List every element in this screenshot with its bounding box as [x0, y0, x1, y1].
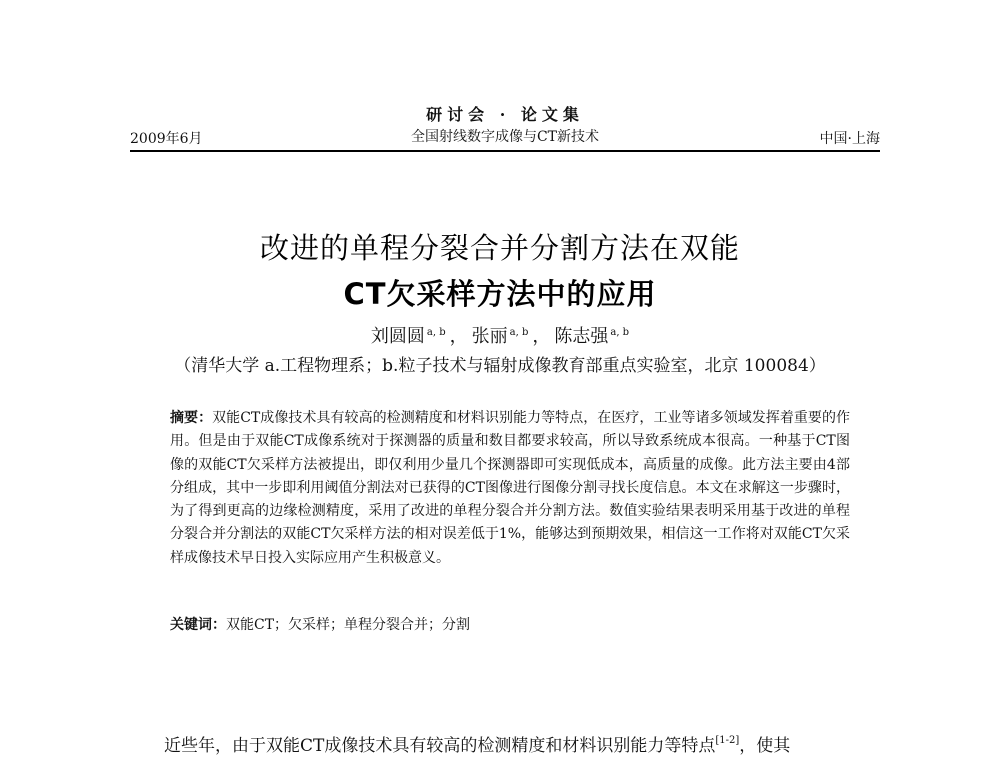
author: [371, 326, 446, 347]
body-paragraph: [130, 728, 880, 759]
abstract-label: 摘要：: [170, 410, 213, 426]
author-name: 刘圆圆: [370, 326, 425, 347]
author: [554, 326, 629, 347]
author-name: 陈志强: [554, 326, 609, 347]
abstract-text: 双能CT成像技术具有较高的检测精度和材料识别能力等特点，在医疗，工业等诸多领域发挥着重要的作用。但是由于双能CT成像系统对于探测器的质量和数目都要求较高，所以导致系统成本很高。一种基于CT图像的双能CT欠采样方法被提出，即仅利用少量几个探测器即可实现低成本，高质量的成像。此方法主要由4部分组成，其中一步即利用阈值分割法对已获得的CT图像进行图像分割寻找长度信息。本文在求解这一步骤时，为了得到更高的边缘检测精度，采用了改进的单程分裂合并分割方法。数值实验结果表明采用基于改进的单程分裂合并分割法的双能CT欠采样方法的相对误差低于1%，能够达到预期效果，相信这一工作将对双能CT欠采样成像技术早日投入实际应用产生积极意义。: [170, 410, 850, 566]
author-affiliation-mark: a, b: [610, 327, 630, 338]
author-affiliation-mark: a, b: [509, 327, 529, 338]
affiliation: （清华大学 a.工程物理系；b.粒子技术与辐射成像教育部重点实验室，北京 100084）: [174, 356, 826, 376]
author-name: 张丽: [471, 326, 508, 347]
author-affiliation-mark: a, b: [426, 327, 446, 338]
header-date: 2009年6月: [130, 131, 203, 147]
running-header: [130, 104, 880, 152]
paper-title-line-2: CT欠采样方法中的应用: [343, 277, 657, 311]
series-title: 研讨会 · 论文集: [426, 105, 584, 124]
author-list: [0, 321, 1000, 349]
author: [472, 326, 529, 347]
conference-name: 全国射线数字成像与CT新技术: [410, 129, 600, 145]
abstract: [170, 407, 850, 570]
body-text-start: 近些年，由于双能CT成像技术具有较高的检测精度和材料识别能力等特点: [164, 736, 716, 756]
body-text-tail: ，使其: [739, 736, 791, 756]
paper-title-line-1: 改进的单程分裂合并分割方法在双能: [259, 231, 740, 265]
header-center: [130, 104, 880, 147]
author-separator: ，: [532, 326, 551, 347]
header-rule: [130, 150, 880, 152]
keywords-text: 双能CT；欠采样；单程分裂合并；分割: [226, 617, 471, 633]
citation-mark: [1-2]: [715, 735, 740, 746]
keywords: [170, 614, 850, 637]
author-separator: ，: [449, 326, 468, 347]
header-place: 中国·上海: [819, 131, 880, 147]
keywords-label: 关键词：: [170, 617, 226, 633]
